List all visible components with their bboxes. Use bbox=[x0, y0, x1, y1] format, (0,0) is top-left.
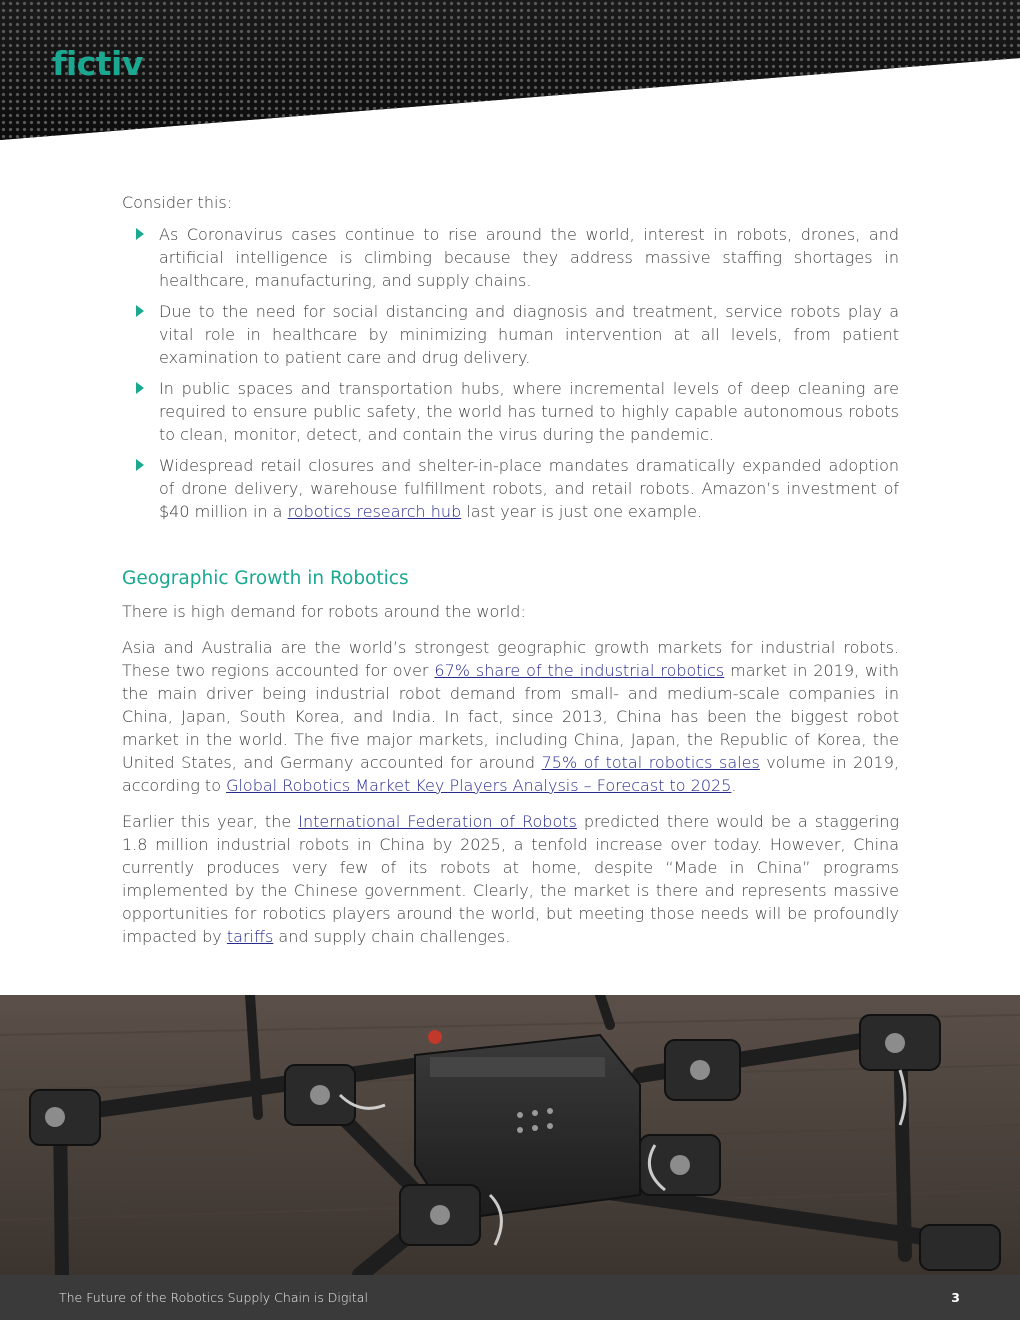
bullet-list bbox=[122, 223, 899, 523]
list-item bbox=[122, 454, 899, 523]
paragraph-text: market in 2019, with the main driver being industrial robot demand from small- and medium-scale companies in China, Japan, South Korea, and India. In fact, since 2013, China has been the biggest robot market in the world. The five major markets, including China, Japan, the Republic of Korea, the United States, and Germany accounted for around bbox=[122, 661, 900, 772]
bullet-arrow-icon bbox=[136, 382, 144, 394]
paragraph-asia bbox=[122, 636, 899, 797]
paragraph-text: . bbox=[731, 776, 737, 795]
section-heading: Geographic Growth in Robotics bbox=[122, 568, 409, 589]
robotics-research-hub-link[interactable]: robotics research hub bbox=[287, 502, 462, 521]
market-analysis-link[interactable]: Global Robotics Market Key Players Analysis – Forecast to 2025 bbox=[226, 776, 732, 795]
robot-photo bbox=[0, 995, 1020, 1275]
list-item bbox=[122, 223, 899, 292]
ifr-link[interactable]: International Federation of Robots bbox=[298, 812, 577, 831]
list-item bbox=[122, 300, 899, 369]
bullet-text: In public spaces and transportation hubs, where incremental levels of deep cleaning are required to ensure public safety, the world has turned to highly capable autonomous robots to clean, monitor, detect, and contain the virus during the pandemic. bbox=[159, 379, 899, 444]
header-band bbox=[0, 0, 1020, 145]
paragraph-text: volume in 2019, according to bbox=[122, 753, 899, 795]
list-item bbox=[122, 377, 899, 446]
bullet-arrow-icon bbox=[136, 459, 144, 471]
bullet-text: last year is just one example. bbox=[461, 502, 702, 521]
bullet-text: Widespread retail closures and shelter-in-place mandates dramatically expanded adoption of drone delivery, warehouse fulfillment robots, and retail robots. Amazon’s investment of $40 million in a bbox=[159, 456, 899, 521]
robotics-sales-link[interactable]: 75% of total robotics sales bbox=[541, 753, 760, 772]
footer-title: The Future of the Robotics Supply Chain is Digital bbox=[59, 1290, 368, 1305]
tariffs-link[interactable]: tariffs bbox=[226, 927, 274, 946]
paragraph-text: Earlier this year, the bbox=[122, 812, 299, 831]
fictiv-logo[interactable]: fictiv bbox=[52, 44, 143, 83]
bullet-text: Due to the need for social distancing and diagnosis and treatment, service robots play a vital role in healthcare by minimizing human intervention at all levels, from patient examination to patient care and drug delivery. bbox=[159, 302, 899, 367]
bullet-arrow-icon bbox=[136, 305, 144, 317]
paragraph-text: Asia and Australia are the world’s strongest geographic growth markets for industrial robots. These two regions accounted for over bbox=[122, 638, 899, 680]
bullet-arrow-icon bbox=[136, 228, 144, 240]
bullet-text: As Coronavirus cases continue to rise around the world, interest in robots, drones, and artificial intelligence is climbing because they address massive staffing shortages in healthcare, manufacturing, and supply chains. bbox=[159, 225, 899, 290]
industrial-robotics-share-link[interactable]: 67% share of the industrial robotics bbox=[434, 661, 725, 680]
paragraph-demand: There is high demand for robots around the world: bbox=[122, 602, 526, 621]
paragraph-china bbox=[122, 810, 899, 948]
footer-bar bbox=[0, 1275, 1020, 1320]
page-number: 3 bbox=[951, 1290, 960, 1305]
intro-text: Consider this: bbox=[122, 193, 233, 212]
paragraph-text: and supply chain challenges. bbox=[273, 927, 511, 946]
paragraph-text: predicted there would be a staggering 1.8 million industrial robots in China by 2025, a tenfold increase over today. However, China currently produces very few of its robots at home, despite “Made in China” programs implemented by the Chinese government. Clearly, the market is there and represents massive opportunities for robotics players around the world, but meeting those needs will be profoundly impacted by bbox=[122, 812, 900, 946]
main-content bbox=[122, 191, 899, 961]
